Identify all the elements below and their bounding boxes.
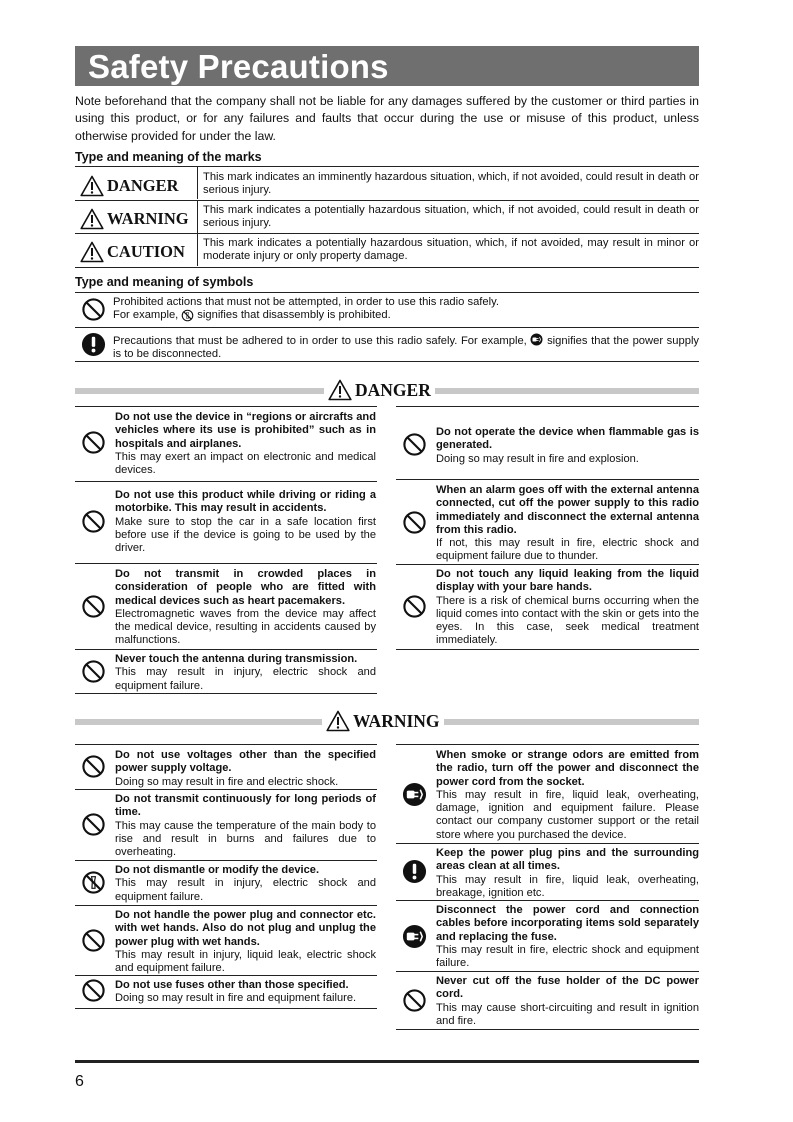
- item-body: This may result in fire, electric shock and equipment failure.: [436, 943, 699, 970]
- warning-heading-label: WARNING: [353, 710, 440, 731]
- item-body: If not, this may result in fire, electric shock and equipment failure due to thunder.: [436, 537, 699, 563]
- divider: [75, 744, 377, 745]
- item-title: Never touch the antenna during transmission.: [115, 653, 358, 665]
- divider: [75, 166, 699, 167]
- mandatory-desc: [113, 333, 699, 361]
- warning-item: [436, 904, 699, 970]
- item-title: When smoke or strange odors are emitted from the radio, turn off the power and disconnect the power cord from the socket.: [436, 749, 699, 788]
- item-title: Do not transmit continuously for long periods of time.: [115, 793, 376, 819]
- divider: [75, 1008, 377, 1009]
- symbols-heading: Type and meaning of symbols: [75, 275, 254, 289]
- item-body: There is a risk of chemical burns occurring when the liquid comes into contact with the skin or gets into the eyes. In this case, seek medical treatment immediately.: [436, 594, 699, 647]
- prohibited-icon: [81, 928, 106, 953]
- item-body: This may exert an impact on electronic and medical devices.: [115, 450, 376, 477]
- marks-heading: Type and meaning of the marks: [75, 150, 262, 164]
- mandatory-icon: [81, 332, 106, 357]
- warning-triangle-icon: [80, 208, 104, 230]
- divider: [75, 693, 377, 694]
- divider: [75, 406, 377, 407]
- unplug-icon: [530, 333, 543, 346]
- divider: [197, 234, 198, 266]
- divider: [396, 744, 699, 745]
- prohibited-desc: [113, 296, 699, 322]
- warning-heading: [322, 708, 444, 734]
- divider: [75, 292, 699, 293]
- divider: [197, 167, 198, 199]
- prohibited-icon: [81, 754, 106, 779]
- prohibited-icon: [81, 812, 106, 837]
- warning-item: [115, 979, 376, 1006]
- divider: [197, 201, 198, 233]
- no-disassembly-icon: [81, 870, 106, 895]
- divider: [75, 789, 377, 790]
- item-title: Do not use fuses other than those specified.: [115, 979, 349, 991]
- divider: [396, 843, 699, 844]
- danger-heading: [324, 377, 435, 403]
- prohibited-icon: [81, 594, 106, 619]
- item-body: This may result in injury, electric shock and equipment failure.: [115, 877, 376, 903]
- item-title: Do not use the device in “regions or aircrafts and vehicles where its use is prohibited” such as in hospitals and airplanes.: [115, 411, 376, 450]
- danger-item: [115, 489, 376, 555]
- danger-item: [115, 411, 376, 477]
- divider: [75, 327, 699, 328]
- caution-mark-label: CAUTION: [107, 242, 185, 261]
- item-body: This may result in injury, liquid leak, electric shock and equipment failure.: [115, 948, 376, 975]
- divider: [75, 361, 699, 362]
- divider: [396, 971, 699, 972]
- prohibited-icon: [81, 659, 106, 684]
- warning-item: [115, 909, 376, 975]
- prohibited-example-meaning: signifies that disassembly is prohibited.: [197, 309, 391, 322]
- item-title: Do not transmit in crowded places in consideration of people who are fitted with medical devices such as heart pacemakers.: [115, 568, 376, 607]
- divider: [75, 481, 377, 482]
- item-title: Disconnect the power cord and connection cables before incorporating items sold separately and replacing the fuse.: [436, 904, 699, 943]
- danger-item: [436, 484, 699, 564]
- prohibited-icon: [81, 509, 106, 534]
- item-body: This may cause short-circuiting and result in ignition and fire.: [436, 1001, 699, 1027]
- divider: [396, 900, 699, 901]
- no-disassembly-icon: [181, 309, 194, 322]
- divider: [396, 564, 699, 565]
- warning-item: [115, 793, 376, 859]
- mandatory-icon: [402, 859, 427, 884]
- prohibited-icon: [402, 594, 427, 619]
- warning-item: [436, 749, 699, 842]
- warning-item: [115, 864, 376, 904]
- caution-mark-desc: This mark indicates a potentially hazardous situation, which, if not avoided, may result in minor or moderate injury or only property damage.: [203, 237, 699, 262]
- warning-item: [436, 847, 699, 900]
- mandatory-example-meaning: signifies that the power supply is to be disconnected.: [113, 335, 700, 361]
- warning-item: [115, 749, 376, 789]
- prohibited-icon: [402, 510, 427, 535]
- intro-paragraph: Note beforehand that the company shall not be liable for any damages suffered by the customer or third parties in using this product, or for any failures and faults that occur during the use or misuse of this product, unless otherwise provided for under the law.: [75, 94, 699, 143]
- danger-mark-label: DANGER: [107, 176, 179, 195]
- danger-item: [115, 568, 376, 648]
- prohibited-icon: [402, 432, 427, 457]
- divider: [75, 233, 699, 234]
- item-title: Do not touch any liquid leaking from the liquid display with your bare hands.: [436, 568, 699, 594]
- divider: [75, 975, 377, 976]
- item-title: Do not handle the power plug and connector etc. with wet hands. Also do not plug and unplug the power plug with wet hands.: [115, 909, 376, 948]
- divider: [396, 1029, 699, 1030]
- danger-item: [436, 568, 699, 648]
- danger-mark: [80, 172, 179, 200]
- divider: [75, 649, 377, 650]
- warning-triangle-icon: [328, 379, 352, 401]
- warning-mark-label: WARNING: [107, 209, 189, 228]
- caution-mark: [80, 238, 185, 266]
- prohibited-icon: [81, 297, 106, 322]
- item-body: This may result in fire, liquid leak, overheating, damage, ignition and equipment failure. Please contact our company customer support or the retail store where you purchased the device.: [436, 788, 699, 841]
- item-body: This may cause the temperature of the main body to rise and result in burns and failures due to overheating.: [115, 819, 376, 859]
- item-body: This may result in fire, liquid leak, overheating, breakage, ignition etc.: [436, 873, 699, 899]
- warning-triangle-icon: [326, 710, 350, 732]
- danger-item: [115, 653, 376, 693]
- warning-mark-desc: This mark indicates a potentially hazardous situation, which, if not avoided, could result in death or serious injury.: [203, 204, 699, 229]
- divider: [75, 267, 699, 268]
- divider: [396, 649, 699, 650]
- item-body: Doing so may result in fire and explosion.: [436, 452, 639, 465]
- unplug-icon: [402, 924, 427, 949]
- item-body: Make sure to stop the car in a safe location first before use if the device is going to be used by the driver.: [115, 515, 376, 555]
- item-body: Doing so may result in fire and equipment failure.: [115, 992, 357, 1005]
- item-title: Do not dismantle or modify the device.: [115, 864, 320, 876]
- item-title: Do not use voltages other than the specified power supply voltage.: [115, 749, 376, 775]
- danger-heading-label: DANGER: [355, 379, 431, 400]
- unplug-icon: [402, 782, 427, 807]
- prohibited-desc-line2: [113, 309, 699, 322]
- item-title: Do not use this product while driving or riding a motorbike. This may result in accidents.: [115, 489, 376, 515]
- prohibited-example-text: For example,: [113, 309, 179, 322]
- page-title: Safety Precautions: [88, 48, 389, 85]
- prohibited-icon: [402, 988, 427, 1013]
- prohibited-icon: [81, 978, 106, 1003]
- divider: [75, 563, 377, 564]
- danger-item: [436, 426, 699, 466]
- prohibited-desc-line1: Prohibited actions that must not be attempted, in order to use this radio safely.: [113, 296, 499, 308]
- item-body: Doing so may result in fire and electric shock.: [115, 775, 339, 788]
- divider: [75, 905, 377, 906]
- page-number: 6: [75, 1073, 84, 1090]
- divider: [396, 406, 699, 407]
- divider: [396, 479, 699, 480]
- mandatory-desc-text: Precautions that must be adhered to in order to use this radio safely. For example,: [113, 335, 527, 347]
- item-title: Keep the power plug pins and the surrounding areas clean at all times.: [436, 847, 699, 873]
- prohibited-icon: [81, 430, 106, 455]
- warning-item: [436, 975, 699, 1028]
- warning-triangle-icon: [80, 175, 104, 197]
- danger-mark-desc: This mark indicates an imminently hazardous situation, which, if not avoided, could result in death or serious injury.: [203, 171, 699, 196]
- footer-rule: [75, 1060, 699, 1063]
- item-title: Never cut off the fuse holder of the DC power cord.: [436, 975, 699, 1001]
- item-body: This may result in injury, electric shock and equipment failure.: [115, 666, 376, 692]
- item-title: When an alarm goes off with the external antenna connected, cut off the power supply to this radio immediately and disconnect the external antenna from this radio.: [436, 484, 699, 536]
- warning-mark: [80, 205, 189, 233]
- divider: [75, 200, 699, 201]
- item-body: Electromagnetic waves from the device may affect the medical device, resulting in accidents caused by malfunctions.: [115, 607, 376, 647]
- warning-triangle-icon: [80, 241, 104, 263]
- divider: [75, 860, 377, 861]
- item-title: Do not operate the device when flammable gas is generated.: [436, 426, 699, 452]
